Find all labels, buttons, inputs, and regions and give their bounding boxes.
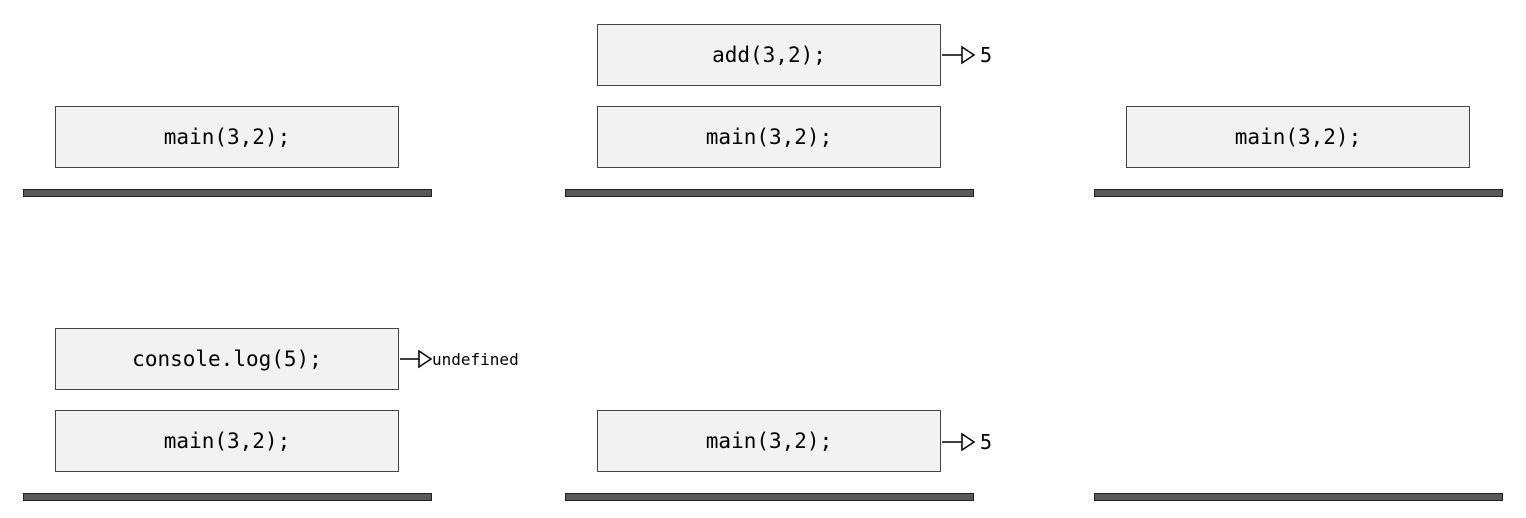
stack-base bbox=[23, 493, 432, 501]
stack-frame-console-log bbox=[55, 328, 399, 390]
stack-base bbox=[23, 189, 432, 197]
stack-base bbox=[1094, 493, 1503, 501]
frame-label: main(3,2); bbox=[705, 125, 833, 149]
return-arrow-icon bbox=[942, 44, 976, 66]
frame-label: main(3,2); bbox=[163, 429, 291, 453]
frame-label: console.log(5); bbox=[132, 347, 322, 371]
stack-frame-main bbox=[597, 106, 941, 168]
stack-frame-main bbox=[55, 410, 399, 472]
stack-base bbox=[565, 189, 974, 197]
stack-frame-main bbox=[597, 410, 941, 472]
return-indicator bbox=[400, 347, 519, 371]
stack-base bbox=[565, 493, 974, 501]
frame-label: main(3,2); bbox=[705, 429, 833, 453]
stack-frame-add bbox=[597, 24, 941, 86]
return-value: undefined bbox=[432, 349, 519, 369]
stack-frame-main bbox=[1126, 106, 1470, 168]
stack-frame-main bbox=[55, 106, 399, 168]
return-indicator bbox=[942, 430, 992, 454]
stack-base bbox=[1094, 189, 1503, 197]
return-value: 5 bbox=[980, 43, 993, 67]
frame-label: main(3,2); bbox=[163, 125, 291, 149]
frame-label: main(3,2); bbox=[1234, 125, 1362, 149]
return-arrow-icon bbox=[942, 431, 976, 453]
return-indicator bbox=[942, 43, 992, 67]
return-arrow-icon bbox=[400, 348, 432, 370]
frame-label: add(3,2); bbox=[712, 43, 826, 67]
return-value: 5 bbox=[980, 430, 993, 454]
